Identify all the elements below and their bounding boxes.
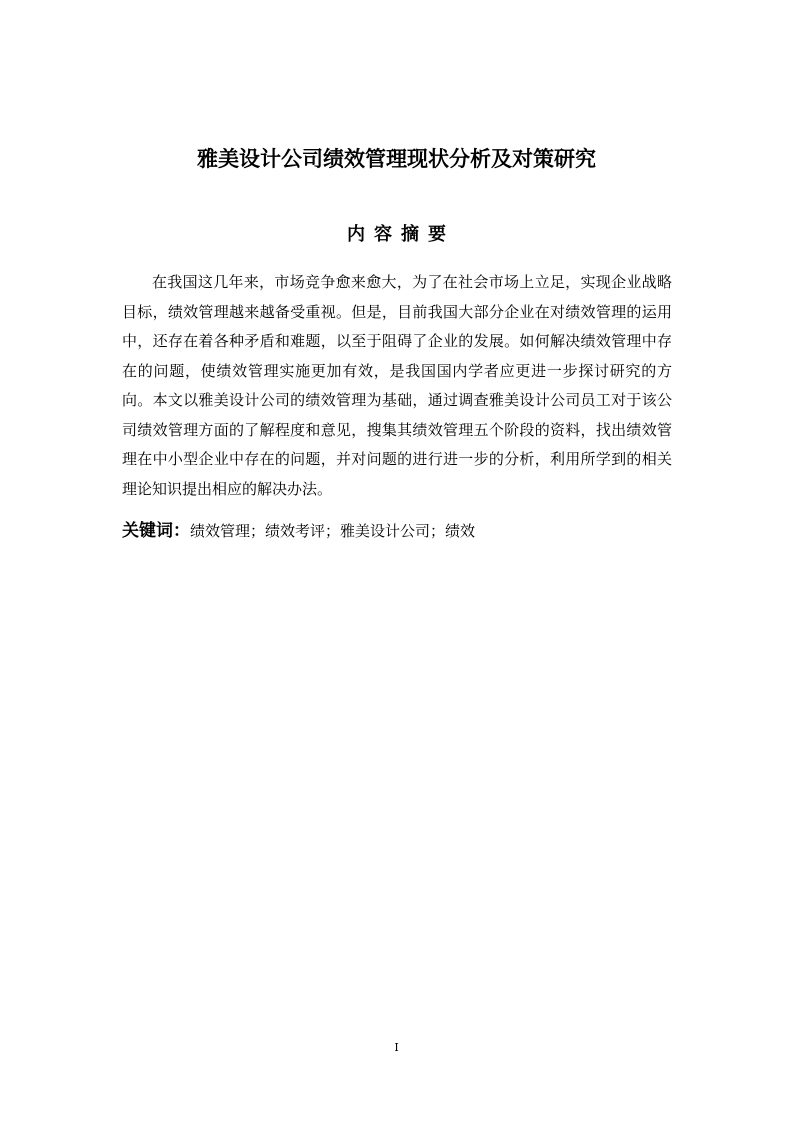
page-number: I [394, 1041, 399, 1054]
abstract-body: 在我国这几年来，市场竞争愈来愈大，为了在社会市场上立足，实现企业战略目标，绩效管理越来越备受重视。但是，目前我国大部分企业在对绩效管理的运用中，还存在着各种矛盾和难题，以至于阻碍了企业的发展。如何解决绩效管理中存在的问题，使绩效管理实施更加有效，是我国国内学者应更进一步探讨研究的方向。本文以雅美设计公司的绩效管理为基础，通过调查雅美设计公司员工对于该公司绩效管理方面的了解程度和意见，搜集其绩效管理五个阶段的资料，找出绩效管理在中小型企业中存在的问题，并对问题的进行进一步的分析，利用所学到的相关理论知识提出相应的解决办法。 [122, 273, 672, 498]
keywords-line [122, 516, 682, 546]
keywords-text: 绩效管理；绩效考评；雅美设计公司；绩效 [190, 522, 476, 540]
keywords-label: 关键词： [122, 521, 190, 541]
abstract-heading: 内容摘要 [347, 224, 455, 245]
page-title: 雅美设计公司绩效管理现状分析及对策研究 [197, 147, 596, 171]
